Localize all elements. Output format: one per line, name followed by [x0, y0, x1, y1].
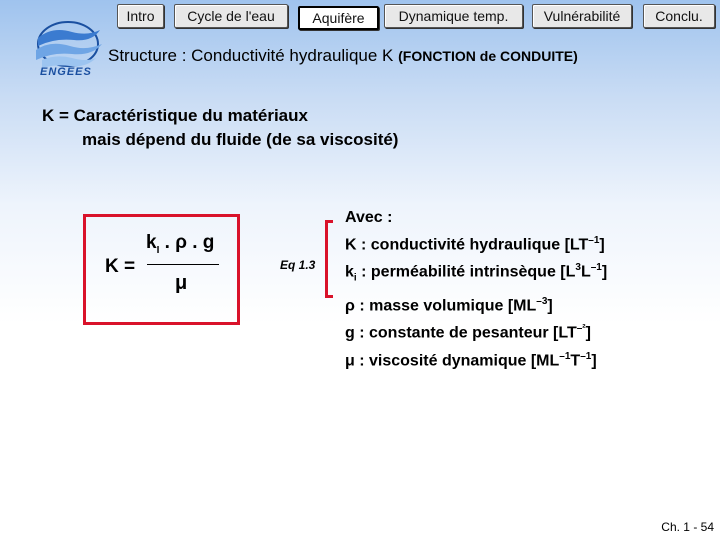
equation-label: Eq 1.3	[280, 258, 316, 272]
variables-bracket	[325, 220, 333, 298]
numerator-k-sub: I	[156, 244, 160, 256]
equation-lhs: K =	[105, 256, 136, 277]
nav-cycle-eau-button[interactable]: Cycle de l'eau	[174, 4, 288, 28]
definition-line-2: mais dépend du fluide (de sa viscosité)	[82, 130, 399, 149]
nav-vulnerabilite-button[interactable]: Vulnérabilité	[532, 4, 632, 28]
equation-denominator: μ	[175, 272, 188, 294]
variable-rho: ρ : masse volumique $[ML^{-3}]$	[345, 295, 553, 315]
nav-aquifere-button[interactable]: Aquifère	[298, 6, 379, 30]
title-main: Structure : Conductivité hydraulique K	[108, 46, 399, 65]
page-number: Ch. 1 - 54	[661, 520, 714, 534]
nav-dynamique-button[interactable]: Dynamique temp.	[384, 4, 523, 28]
variables-heading: Avec :	[345, 209, 393, 226]
variable-ki: $k_i$ : perméabilité intrinsèque $[L^3L^{-1}]$	[345, 262, 608, 284]
title-paren: (FONCTION de CONDUITE)	[398, 48, 578, 64]
slide-title	[108, 46, 578, 66]
fraction-line	[147, 264, 219, 265]
equation-numerator	[146, 232, 214, 256]
logo-text: ENGEES	[40, 66, 92, 78]
nav-conclu-button[interactable]: Conclu.	[643, 4, 715, 28]
nav-intro-button[interactable]: Intro	[117, 4, 164, 28]
variable-k: K : conductivité hydraulique $[LT^{-1}]$	[345, 235, 605, 254]
numerator-k: k	[146, 232, 157, 253]
variables-list	[345, 206, 607, 372]
definition-line-1: K = Caractéristique du matériaux	[42, 106, 308, 125]
variable-mu: μ : viscosité dynamique $[ML^{-1}T^{-1}]$	[345, 350, 597, 369]
variable-g: g : constante de pesanteur $[LT^{-^2}]$	[345, 323, 591, 342]
numerator-rest: . ρ . g	[159, 232, 215, 253]
